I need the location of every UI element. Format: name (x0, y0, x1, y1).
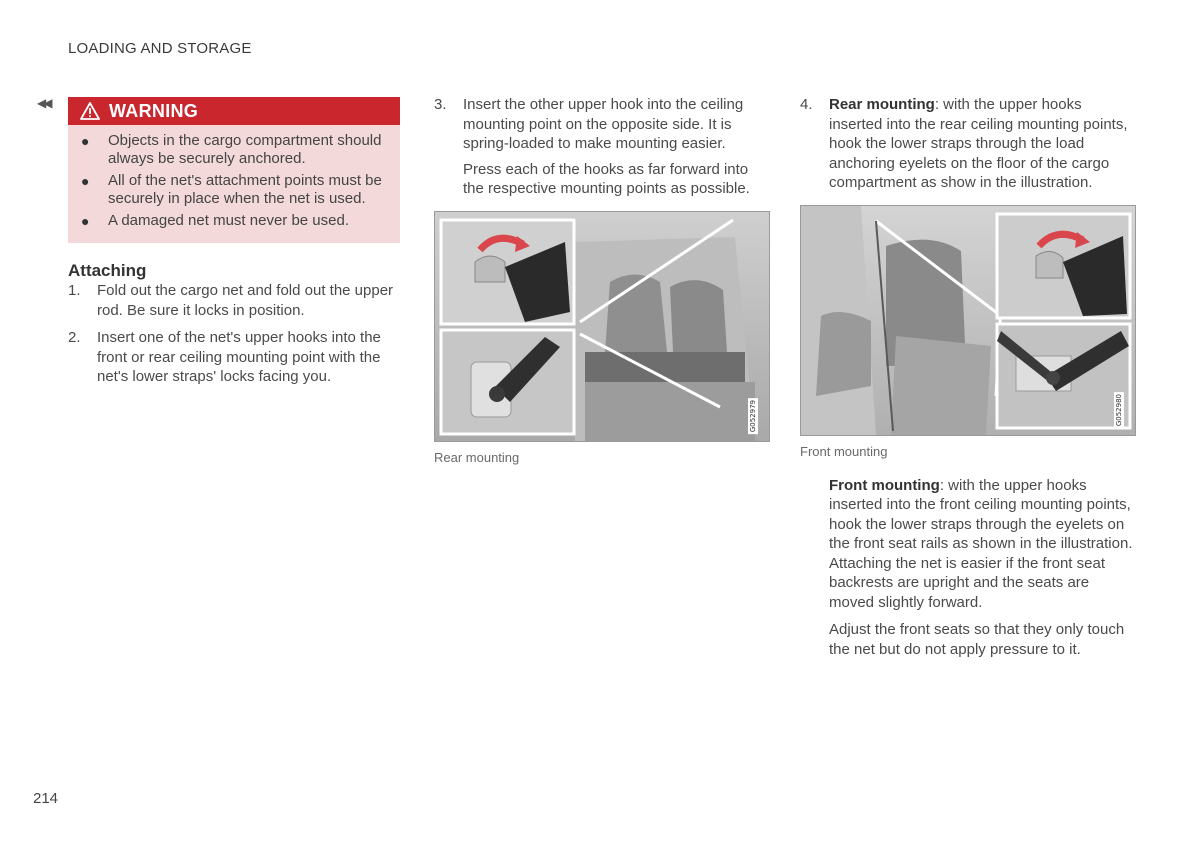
figure-code: G052979 (749, 399, 757, 432)
warning-header (68, 97, 400, 125)
warning-item (78, 212, 390, 230)
step-number: 1. (68, 282, 81, 299)
figure-code: G052980 (1115, 393, 1123, 426)
front-mounting-extra: Adjust the front seats so that they only touch the net but do not apply pressure to it. (829, 621, 1125, 658)
step-number: 2. (68, 329, 81, 346)
warning-triangle-icon (80, 102, 100, 120)
front-mounting-illustration (800, 205, 1136, 436)
step-number: 3. (434, 96, 447, 113)
rear-mounting-illustration (434, 211, 770, 442)
attaching-heading: Attaching (68, 261, 147, 280)
step-lead: Rear mounting (829, 96, 935, 113)
rear-mounting-drawing (435, 212, 769, 441)
warning-title: WARNING (109, 100, 199, 121)
warning-item (78, 132, 390, 168)
step-1 (68, 281, 400, 320)
warning-item-text: All of the net's attachment points must be securely in place when the net is used. (108, 172, 382, 207)
continued-arrow-icon: ◀◀ (37, 96, 50, 110)
warning-body (68, 125, 400, 243)
bullet-icon: ● (81, 173, 90, 189)
warning-item (78, 172, 390, 208)
step-3 (434, 95, 768, 154)
front-mounting-drawing (801, 206, 1135, 435)
warning-box (68, 97, 400, 243)
front-mounting-body: : with the upper hooks inserted into the front ceiling mounting points, hook the lower straps through the eyelets on the front seat rails as shown in the illustration. Attaching the net is easier if the front seat backrests are upright and the seats are moved slightly forward. (829, 476, 1133, 611)
step-2 (68, 328, 400, 387)
step-3-extra: Press each of the hooks as far forward into the respective mounting points as possible. (463, 160, 750, 197)
warning-item-text: Objects in the cargo compartment should always be securely anchored. (108, 132, 382, 167)
step-text: : with the upper hooks inserted into the rear ceiling mounting points, hook the lower straps through the load anchoring eyelets on the floor of the cargo compartment as show in the illustration. (829, 96, 1128, 191)
step-4 (800, 95, 1134, 193)
column-left (68, 97, 400, 395)
bullet-icon: ● (81, 133, 90, 149)
front-mounting-lead: Front mounting (829, 476, 940, 494)
step-text: Fold out the cargo net and fold out the upper rod. Be sure it locks in position. (97, 282, 394, 319)
front-mounting-text (800, 476, 1134, 613)
bullet-icon: ● (81, 213, 90, 229)
column-right (800, 95, 1134, 659)
section-title: LOADING AND STORAGE (68, 40, 252, 57)
warning-item-text: A damaged net must never be used. (108, 212, 349, 229)
step-text: Insert the other upper hook into the ceiling mounting point on the opposite side. It is spring-loaded to make mounting easier. (463, 96, 744, 152)
step-number: 4. (800, 96, 813, 113)
step-text: Insert one of the net's upper hooks into the front or rear ceiling mounting point with the net's lower straps' locks facing you. (97, 329, 381, 385)
figure-caption: Front mounting (800, 443, 888, 459)
figure-caption: Rear mounting (434, 449, 520, 465)
page-number: 214 (33, 790, 59, 807)
column-middle (434, 95, 768, 465)
